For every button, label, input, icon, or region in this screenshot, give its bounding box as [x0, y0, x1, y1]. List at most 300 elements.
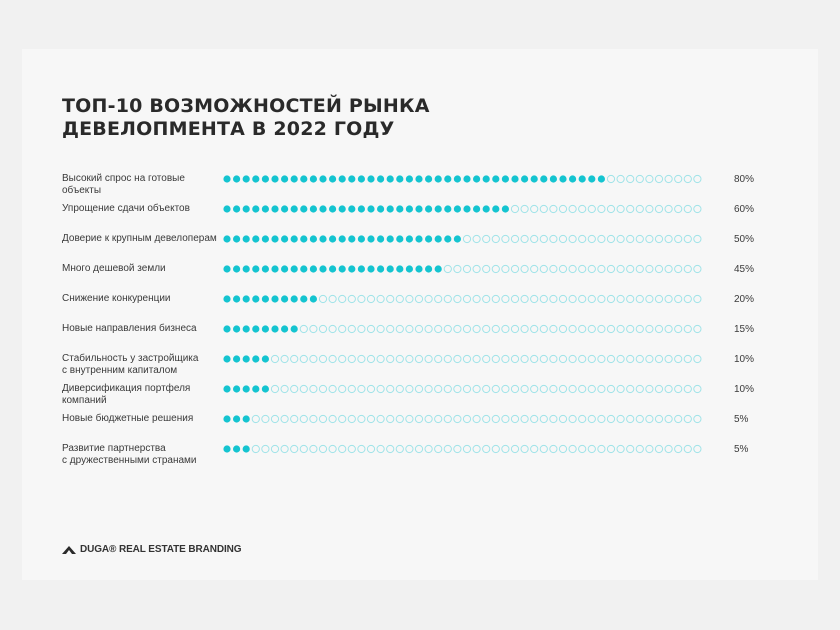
dot-empty	[483, 325, 490, 332]
dot-empty	[396, 445, 403, 452]
dot-filled	[262, 355, 269, 362]
dot-filled	[252, 325, 259, 332]
dot-empty	[598, 205, 605, 212]
dot-empty	[675, 265, 682, 272]
dot-empty	[675, 445, 682, 452]
dot-empty	[598, 445, 605, 452]
dot-empty	[521, 445, 528, 452]
dot-empty	[675, 235, 682, 242]
dot-empty	[598, 235, 605, 242]
dot-empty	[646, 355, 653, 362]
dot-bar	[22, 293, 542, 307]
dot-bar	[22, 353, 542, 367]
dot-empty	[483, 235, 490, 242]
category-label: Стабильность у застройщика с внутренним капиталом	[62, 353, 199, 376]
chart-row	[22, 233, 818, 263]
dot-empty	[358, 385, 365, 392]
dot-filled	[223, 385, 230, 392]
dot-empty	[694, 415, 701, 422]
dot-empty	[521, 355, 528, 362]
dot-filled	[262, 325, 269, 332]
dot-filled	[377, 265, 384, 272]
dot-empty	[550, 325, 557, 332]
dot-empty	[377, 325, 384, 332]
dot-empty	[511, 415, 518, 422]
dot-bar	[22, 203, 542, 217]
dot-empty	[483, 385, 490, 392]
dot-filled	[329, 175, 336, 182]
value-label: 45%	[734, 264, 755, 275]
dot-filled	[454, 175, 461, 182]
dot-filled	[521, 175, 528, 182]
dot-filled	[271, 235, 278, 242]
dot-empty	[550, 445, 557, 452]
dot-empty	[665, 235, 672, 242]
dot-empty	[492, 235, 499, 242]
dot-empty	[454, 325, 461, 332]
chart-row	[22, 293, 818, 323]
dot-empty	[367, 445, 374, 452]
value-label: 10%	[734, 384, 755, 395]
dot-filled	[319, 265, 326, 272]
dot-empty	[569, 325, 576, 332]
dot-filled	[396, 265, 403, 272]
dot-filled	[243, 415, 250, 422]
dot-empty	[617, 265, 624, 272]
dot-filled	[319, 235, 326, 242]
dot-empty	[559, 445, 566, 452]
dot-empty	[348, 385, 355, 392]
dot-empty	[444, 445, 451, 452]
dot-empty	[300, 355, 307, 362]
dot-empty	[665, 265, 672, 272]
dot-filled	[387, 175, 394, 182]
dot-filled	[502, 205, 509, 212]
chart-card	[22, 49, 818, 580]
dot-filled	[367, 235, 374, 242]
dot-empty	[598, 355, 605, 362]
value-label: 5%	[734, 414, 749, 425]
dot-empty	[415, 325, 422, 332]
dot-empty	[454, 385, 461, 392]
dot-empty	[540, 325, 547, 332]
dot-empty	[473, 415, 480, 422]
dot-empty	[511, 265, 518, 272]
category-label: Снижение конкуренции	[62, 293, 171, 304]
dot-empty	[502, 295, 509, 302]
dot-empty	[348, 325, 355, 332]
dot-empty	[358, 445, 365, 452]
dot-filled	[233, 415, 240, 422]
dot-filled	[262, 385, 269, 392]
dot-empty	[550, 385, 557, 392]
dot-empty	[502, 415, 509, 422]
dot-empty	[636, 415, 643, 422]
dot-empty	[540, 205, 547, 212]
dot-empty	[415, 385, 422, 392]
dot-filled	[444, 235, 451, 242]
dot-filled	[406, 265, 413, 272]
dot-empty	[694, 205, 701, 212]
dot-empty	[617, 355, 624, 362]
dot-empty	[655, 445, 662, 452]
dot-empty	[636, 325, 643, 332]
dot-empty	[617, 175, 624, 182]
dot-empty	[358, 415, 365, 422]
dot-empty	[588, 325, 595, 332]
dot-empty	[636, 265, 643, 272]
dot-empty	[348, 415, 355, 422]
dot-empty	[550, 355, 557, 362]
dot-empty	[627, 235, 634, 242]
dot-empty	[329, 385, 336, 392]
dot-filled	[243, 355, 250, 362]
dot-empty	[291, 445, 298, 452]
category-label: Новые направления бизнеса	[62, 323, 197, 334]
dot-empty	[435, 355, 442, 362]
dot-empty	[607, 235, 614, 242]
dot-filled	[415, 235, 422, 242]
dot-empty	[675, 355, 682, 362]
dot-empty	[617, 235, 624, 242]
chart-row	[22, 413, 818, 443]
dot-empty	[454, 295, 461, 302]
dot-empty	[627, 205, 634, 212]
dot-filled	[329, 205, 336, 212]
dot-empty	[579, 385, 586, 392]
dot-empty	[444, 265, 451, 272]
chart-row	[22, 263, 818, 293]
dot-empty	[684, 235, 691, 242]
dot-empty	[367, 325, 374, 332]
dot-empty	[473, 295, 480, 302]
dot-empty	[617, 415, 624, 422]
dot-filled	[233, 385, 240, 392]
dot-filled	[339, 265, 346, 272]
dot-empty	[377, 415, 384, 422]
dot-filled	[243, 385, 250, 392]
dot-empty	[502, 325, 509, 332]
dot-empty	[559, 295, 566, 302]
dot-empty	[550, 415, 557, 422]
dot-empty	[531, 415, 538, 422]
dot-filled	[329, 235, 336, 242]
dot-empty	[271, 445, 278, 452]
dot-filled	[367, 265, 374, 272]
dot-empty	[444, 415, 451, 422]
dot-empty	[377, 355, 384, 362]
dot-empty	[550, 235, 557, 242]
dot-empty	[607, 355, 614, 362]
dot-empty	[329, 355, 336, 362]
dot-empty	[406, 325, 413, 332]
category-label: Упрощение сдачи объектов	[62, 203, 190, 214]
dot-filled	[271, 265, 278, 272]
dot-filled	[300, 205, 307, 212]
dot-empty	[588, 235, 595, 242]
dot-empty	[559, 235, 566, 242]
dot-empty	[483, 295, 490, 302]
dot-empty	[425, 415, 432, 422]
dot-empty	[473, 235, 480, 242]
category-label: Доверие к крупным девелоперам	[62, 233, 217, 244]
dot-filled	[319, 175, 326, 182]
dot-empty	[607, 205, 614, 212]
dot-empty	[492, 265, 499, 272]
dot-filled	[281, 175, 288, 182]
dot-bar	[22, 443, 542, 457]
dot-empty	[617, 445, 624, 452]
dot-empty	[646, 265, 653, 272]
chart-row	[22, 203, 818, 233]
dot-empty	[646, 415, 653, 422]
dot-empty	[511, 295, 518, 302]
dot-empty	[627, 415, 634, 422]
dot-empty	[463, 445, 470, 452]
dot-empty	[665, 385, 672, 392]
dot-empty	[463, 295, 470, 302]
dot-empty	[655, 385, 662, 392]
chart-row	[22, 323, 818, 353]
dot-filled	[233, 235, 240, 242]
dot-filled	[262, 235, 269, 242]
dot-empty	[588, 265, 595, 272]
dot-empty	[646, 175, 653, 182]
value-label: 80%	[734, 174, 755, 185]
dot-empty	[483, 355, 490, 362]
dot-empty	[492, 355, 499, 362]
dot-empty	[444, 295, 451, 302]
dot-empty	[531, 325, 538, 332]
dot-empty	[579, 205, 586, 212]
dot-filled	[291, 175, 298, 182]
dot-empty	[675, 325, 682, 332]
dot-empty	[406, 355, 413, 362]
dot-filled	[348, 175, 355, 182]
dot-empty	[396, 325, 403, 332]
dot-filled	[377, 205, 384, 212]
dot-filled	[243, 235, 250, 242]
dot-filled	[339, 175, 346, 182]
dot-empty	[569, 415, 576, 422]
dot-filled	[425, 235, 432, 242]
dot-filled	[271, 175, 278, 182]
title-line-2: ДЕВЕЛОПМЕНТА В 2022 ГОДУ	[62, 118, 395, 140]
dot-empty	[444, 385, 451, 392]
dot-filled	[435, 235, 442, 242]
dot-empty	[473, 325, 480, 332]
dot-filled	[300, 175, 307, 182]
category-label: Новые бюджетные решения	[62, 413, 194, 424]
dot-empty	[694, 295, 701, 302]
dot-filled	[243, 445, 250, 452]
dot-filled	[329, 265, 336, 272]
dot-empty	[569, 385, 576, 392]
dot-filled	[425, 265, 432, 272]
dot-empty	[473, 385, 480, 392]
dot-empty	[588, 355, 595, 362]
dot-empty	[588, 295, 595, 302]
dot-empty	[511, 325, 518, 332]
dot-filled	[396, 205, 403, 212]
dot-empty	[569, 205, 576, 212]
dot-empty	[636, 175, 643, 182]
dot-filled	[559, 175, 566, 182]
dot-empty	[655, 295, 662, 302]
dot-filled	[300, 235, 307, 242]
dot-empty	[521, 325, 528, 332]
dot-empty	[579, 235, 586, 242]
dot-empty	[684, 325, 691, 332]
dot-empty	[329, 445, 336, 452]
dot-empty	[377, 295, 384, 302]
dot-empty	[531, 205, 538, 212]
dot-filled	[252, 235, 259, 242]
category-label: Высокий спрос на готовые объекты	[62, 173, 185, 196]
dot-empty	[665, 445, 672, 452]
dot-empty	[492, 385, 499, 392]
dot-empty	[579, 445, 586, 452]
dot-empty	[367, 355, 374, 362]
dot-empty	[588, 415, 595, 422]
dot-filled	[348, 235, 355, 242]
dot-empty	[358, 325, 365, 332]
dot-filled	[233, 205, 240, 212]
dot-empty	[607, 325, 614, 332]
dot-empty	[367, 295, 374, 302]
dot-filled	[319, 205, 326, 212]
dot-filled	[223, 265, 230, 272]
dot-empty	[329, 295, 336, 302]
dot-empty	[588, 205, 595, 212]
dot-empty	[655, 265, 662, 272]
dot-filled	[540, 175, 547, 182]
dot-empty	[339, 445, 346, 452]
dot-empty	[310, 325, 317, 332]
value-label: 60%	[734, 204, 755, 215]
dot-empty	[425, 445, 432, 452]
dot-filled	[492, 175, 499, 182]
dot-empty	[511, 205, 518, 212]
dot-empty	[675, 175, 682, 182]
dot-empty	[415, 355, 422, 362]
dot-empty	[627, 355, 634, 362]
dot-empty	[387, 355, 394, 362]
chart-row	[22, 443, 818, 473]
dot-empty	[617, 295, 624, 302]
dot-empty	[291, 355, 298, 362]
dot-filled	[415, 175, 422, 182]
chart-row	[22, 383, 818, 413]
dot-filled	[502, 175, 509, 182]
dot-empty	[559, 385, 566, 392]
dot-empty	[396, 355, 403, 362]
dot-filled	[473, 205, 480, 212]
dot-filled	[262, 295, 269, 302]
dot-empty	[454, 445, 461, 452]
category-label: Развитие партнерства с дружественными странами	[62, 443, 197, 466]
dot-empty	[655, 205, 662, 212]
category-label: Много дешевой земли	[62, 263, 166, 274]
dot-filled	[406, 175, 413, 182]
dot-filled	[233, 265, 240, 272]
dot-filled	[550, 175, 557, 182]
dot-filled	[310, 175, 317, 182]
dot-empty	[684, 445, 691, 452]
dot-filled	[358, 265, 365, 272]
dot-empty	[559, 355, 566, 362]
dot-bar	[22, 233, 542, 247]
dot-filled	[300, 265, 307, 272]
dot-empty	[550, 205, 557, 212]
dot-empty	[675, 385, 682, 392]
dot-empty	[617, 325, 624, 332]
dot-empty	[473, 355, 480, 362]
dot-filled	[396, 235, 403, 242]
dot-empty	[627, 175, 634, 182]
dot-empty	[483, 445, 490, 452]
dot-empty	[367, 415, 374, 422]
dot-empty	[665, 325, 672, 332]
dot-empty	[454, 415, 461, 422]
dot-filled	[271, 295, 278, 302]
dot-empty	[300, 415, 307, 422]
dot-empty	[473, 265, 480, 272]
dot-filled	[444, 205, 451, 212]
dot-empty	[617, 205, 624, 212]
dot-empty	[646, 205, 653, 212]
dot-filled	[387, 235, 394, 242]
dot-empty	[435, 445, 442, 452]
dot-empty	[598, 415, 605, 422]
dot-filled	[483, 175, 490, 182]
mountain-logo-icon	[62, 546, 76, 554]
dot-filled	[425, 205, 432, 212]
dot-empty	[559, 265, 566, 272]
footer-brand	[62, 544, 241, 555]
dot-filled	[262, 175, 269, 182]
dot-empty	[655, 325, 662, 332]
value-label: 20%	[734, 294, 755, 305]
dot-empty	[646, 445, 653, 452]
dot-empty	[502, 235, 509, 242]
dot-empty	[521, 265, 528, 272]
dot-empty	[627, 445, 634, 452]
dot-empty	[406, 385, 413, 392]
dot-empty	[694, 235, 701, 242]
dot-empty	[502, 445, 509, 452]
dot-empty	[569, 265, 576, 272]
dot-filled	[377, 175, 384, 182]
dot-empty	[435, 415, 442, 422]
dot-filled	[243, 205, 250, 212]
dot-empty	[502, 265, 509, 272]
dot-empty	[483, 415, 490, 422]
dot-empty	[367, 385, 374, 392]
dot-empty	[684, 265, 691, 272]
dot-empty	[463, 235, 470, 242]
dot-filled	[358, 175, 365, 182]
dot-filled	[348, 205, 355, 212]
dot-filled	[310, 205, 317, 212]
dot-filled	[415, 205, 422, 212]
dot-empty	[492, 445, 499, 452]
dot-filled	[444, 175, 451, 182]
dot-empty	[588, 445, 595, 452]
dot-empty	[655, 355, 662, 362]
dot-empty	[694, 265, 701, 272]
dot-empty	[511, 445, 518, 452]
